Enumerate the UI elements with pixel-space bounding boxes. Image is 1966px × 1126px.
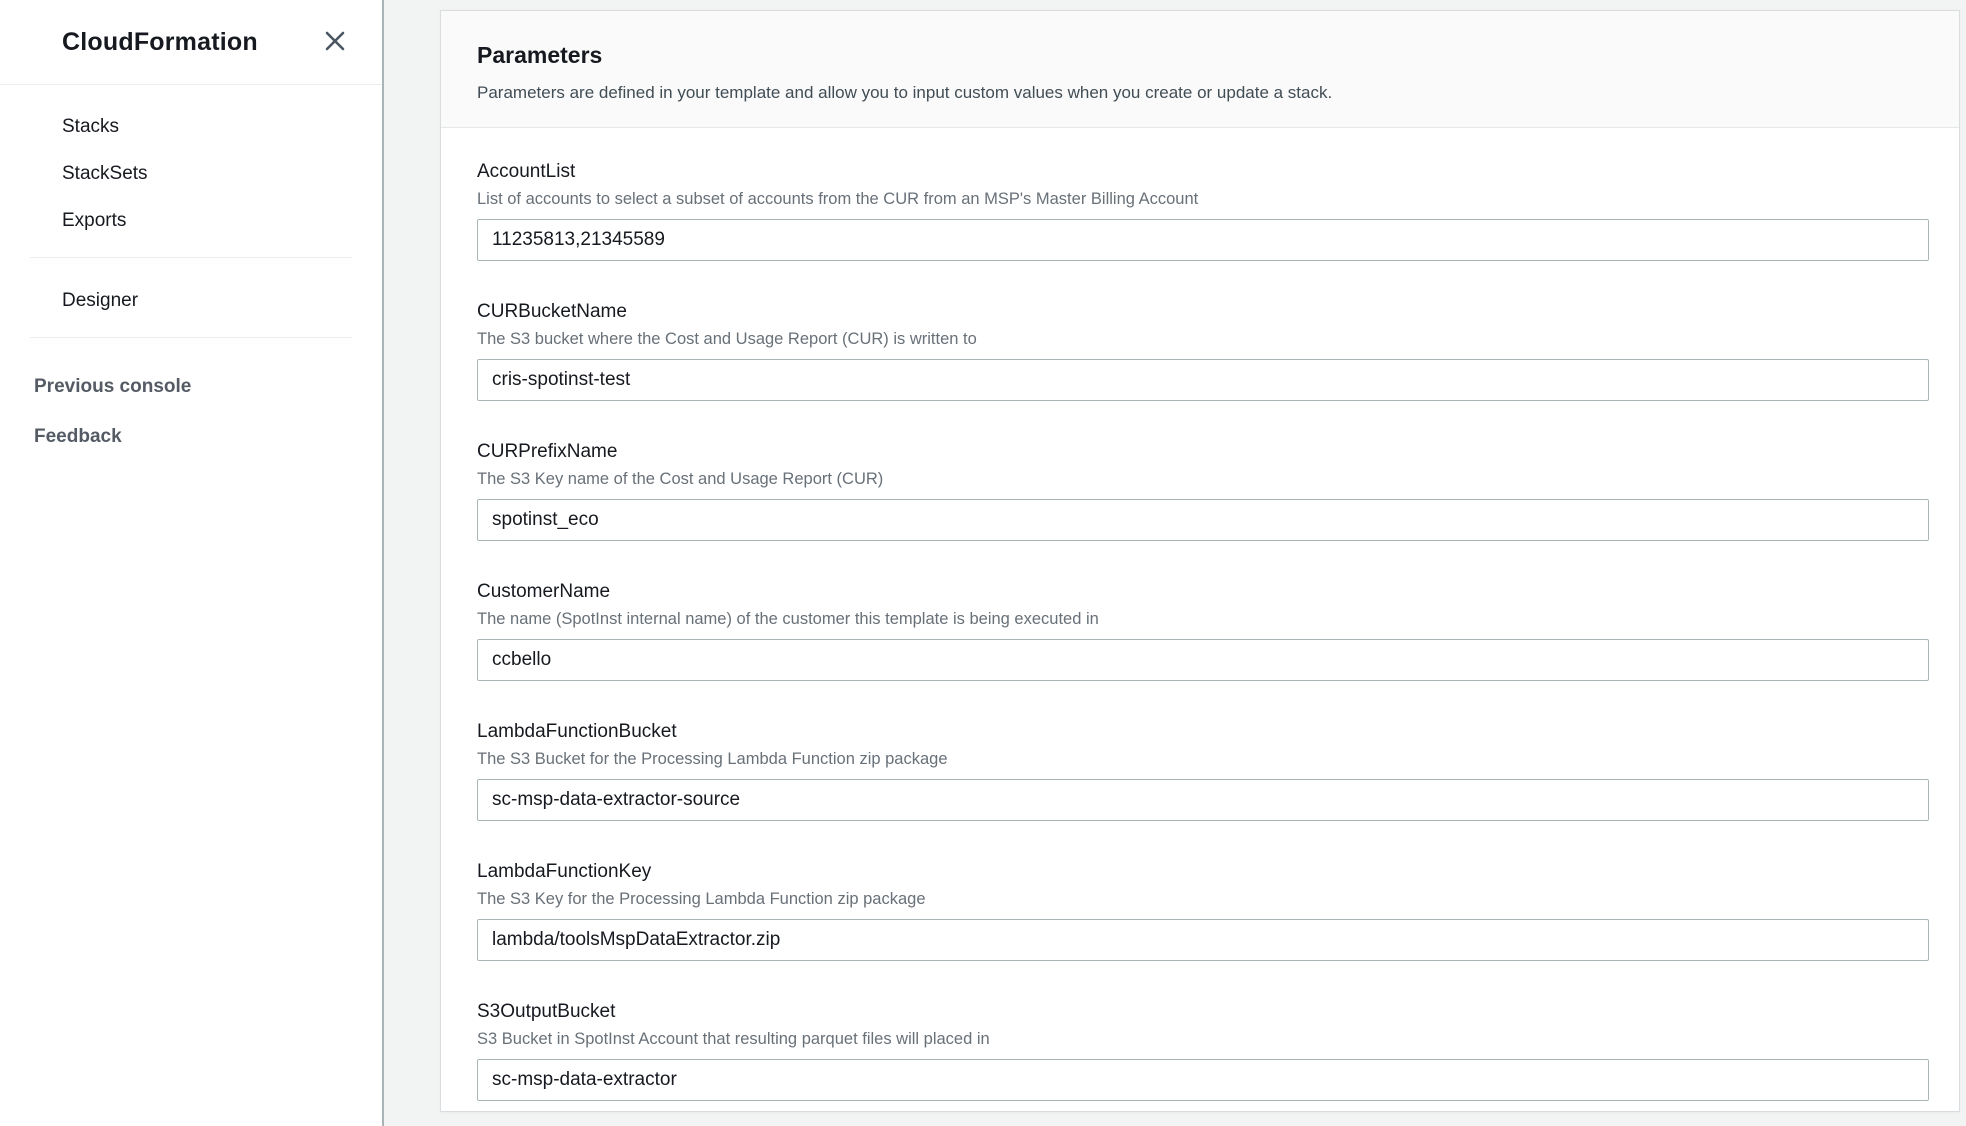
parameter-label: AccountList <box>477 161 576 182</box>
sidebar <box>0 0 384 1126</box>
sidebar-footer-item[interactable]: Previous console <box>34 376 192 397</box>
parameter-label: CURBucketName <box>477 301 627 322</box>
parameter-field <box>477 999 1929 1101</box>
sidebar-divider <box>30 337 352 338</box>
parameter-description: List of accounts to select a subset of accounts from the CUR from an MSP's Master Billing Account <box>477 190 1199 208</box>
parameter-input[interactable] <box>477 219 1929 261</box>
parameter-field <box>477 299 1929 401</box>
sidebar-nav-item[interactable]: StackSets <box>62 163 148 184</box>
sidebar-nav-item[interactable]: Stacks <box>62 116 120 137</box>
parameter-input[interactable] <box>477 1059 1929 1101</box>
parameter-input[interactable] <box>477 779 1929 821</box>
parameter-label: CustomerName <box>477 581 611 602</box>
parameter-label: LambdaFunctionBucket <box>477 721 677 742</box>
sidebar-tools <box>0 271 382 324</box>
sidebar-nav <box>0 85 382 244</box>
parameter-description: The S3 Bucket for the Processing Lambda Function zip package <box>477 750 948 768</box>
parameters-panel <box>440 10 1960 1112</box>
parameter-input[interactable] <box>477 499 1929 541</box>
parameter-field <box>477 579 1929 681</box>
parameter-input[interactable] <box>477 639 1929 681</box>
parameter-field <box>477 859 1929 961</box>
main-content <box>386 0 1966 1126</box>
parameter-description: The S3 Key name of the Cost and Usage Report (CUR) <box>477 470 884 488</box>
sidebar-footer-item[interactable]: Feedback <box>34 426 122 447</box>
panel-title: Parameters <box>477 42 603 68</box>
parameter-field <box>477 439 1929 541</box>
parameter-description: The S3 bucket where the Cost and Usage Report (CUR) is written to <box>477 330 977 348</box>
close-sidebar-button[interactable] <box>318 25 352 59</box>
sidebar-divider <box>30 257 352 258</box>
parameter-input[interactable] <box>477 919 1929 961</box>
parameters-form <box>441 128 1959 1101</box>
parameter-label: CURPrefixName <box>477 441 618 462</box>
close-icon <box>321 27 349 58</box>
parameter-field <box>477 159 1929 261</box>
parameter-description: The name (SpotInst internal name) of the customer this template is being executed in <box>477 610 1099 628</box>
parameter-label: S3OutputBucket <box>477 1001 616 1022</box>
sidebar-footer <box>0 362 382 462</box>
panel-description: Parameters are defined in your template and allow you to input custom values when you create or update a stack. <box>477 83 1333 102</box>
sidebar-nav-item[interactable]: Exports <box>62 210 127 231</box>
parameter-description: The S3 Key for the Processing Lambda Function zip package <box>477 890 926 908</box>
sidebar-title: CloudFormation <box>62 27 258 56</box>
sidebar-nav-item[interactable]: Designer <box>62 290 139 311</box>
parameter-description: S3 Bucket in SpotInst Account that resulting parquet files will placed in <box>477 1030 990 1048</box>
sidebar-header <box>0 0 382 85</box>
parameter-input[interactable] <box>477 359 1929 401</box>
parameters-panel-header <box>441 11 1959 128</box>
parameter-label: LambdaFunctionKey <box>477 861 652 882</box>
parameter-field <box>477 719 1929 821</box>
